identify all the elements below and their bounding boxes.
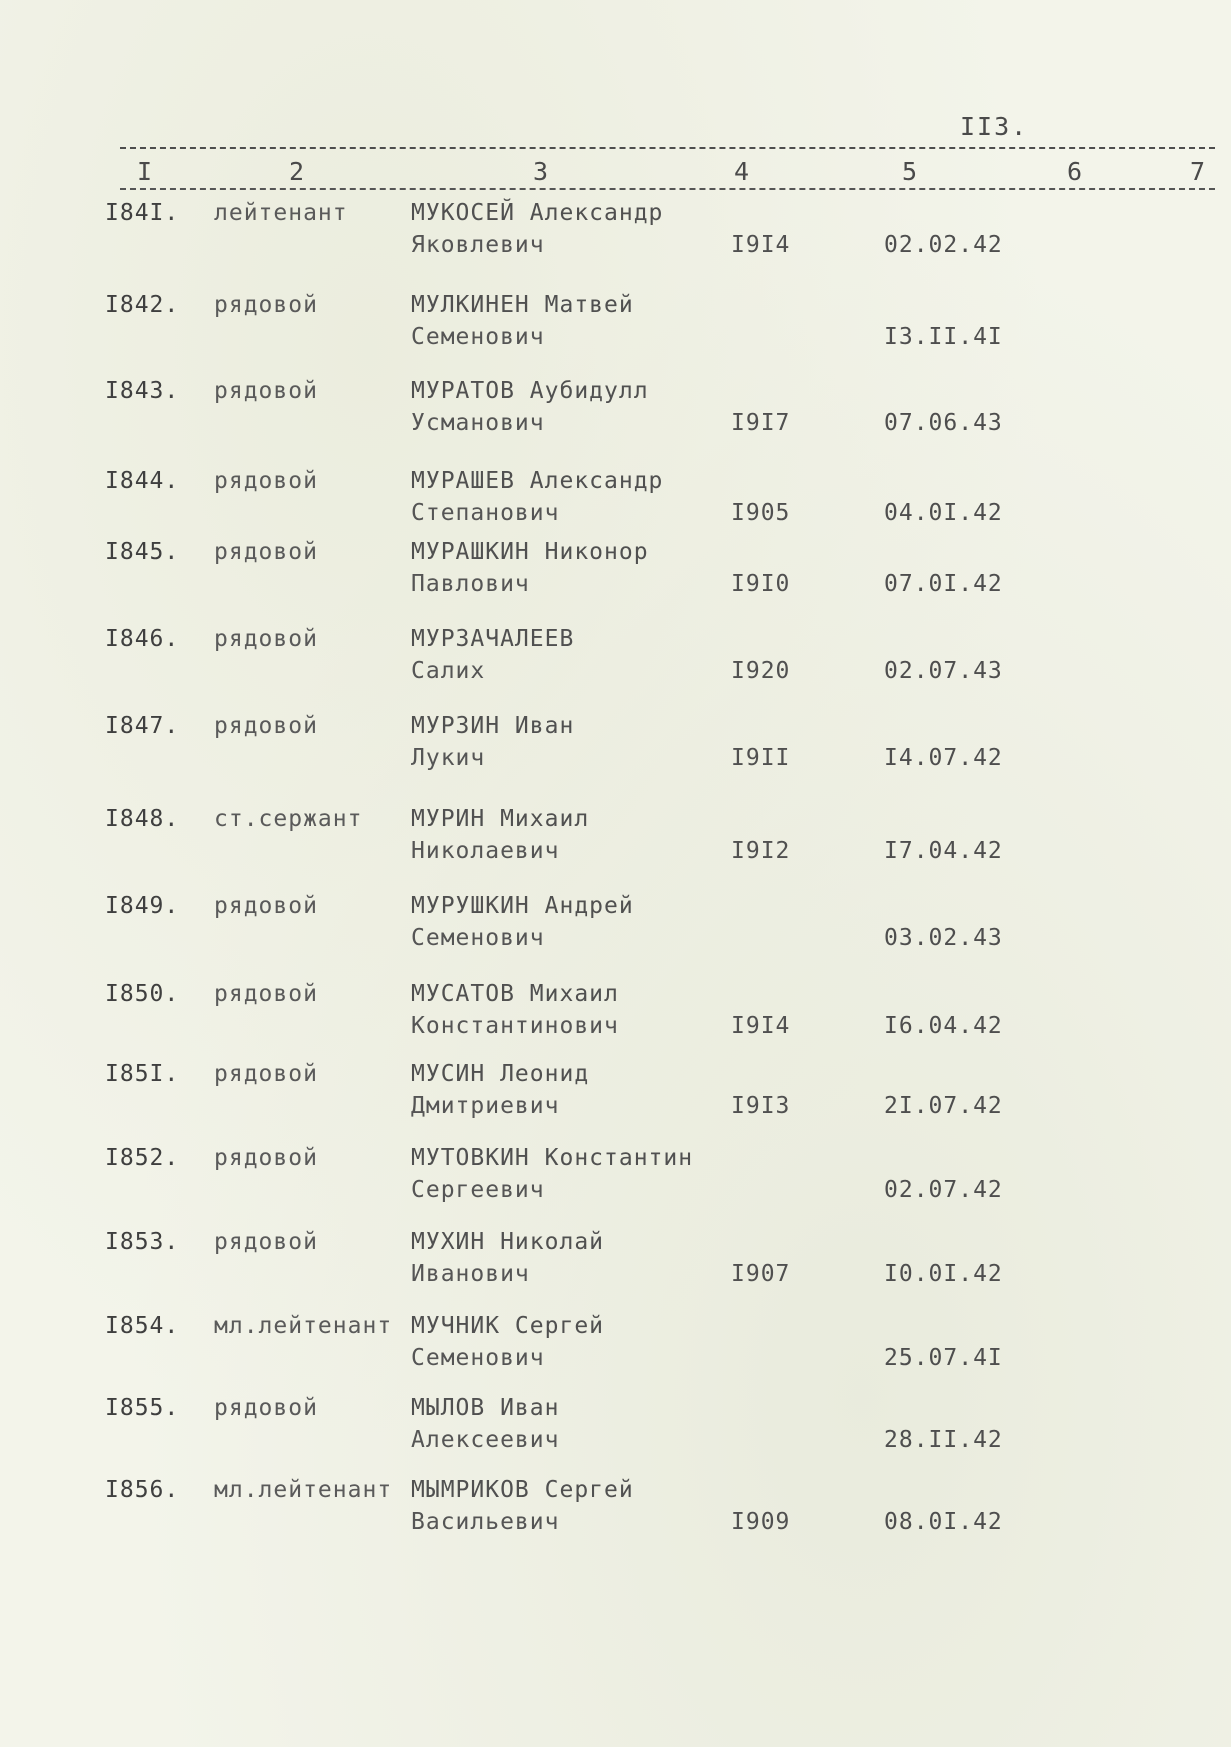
entry-date: 2I.07.42 (884, 1093, 1003, 1119)
entry-birth-year: I907 (731, 1261, 791, 1287)
entry-patronymic: Степанович (411, 500, 560, 526)
entry-rank: ст.сержант (214, 806, 363, 832)
entry-rank: рядовой (214, 1061, 318, 1087)
entry-rank: лейтенант (214, 200, 348, 226)
table-row (0, 806, 1231, 890)
entry-name: МУРАТОВ Аубидулл (411, 378, 649, 404)
entry-patronymic: Семенович (411, 1345, 545, 1371)
entry-name: МУРАШЕВ Александр (411, 468, 664, 494)
column-number-5: 5 (902, 157, 918, 186)
header-rule (120, 147, 1215, 149)
entry-rank: рядовой (214, 468, 318, 494)
entry-date: I6.04.42 (884, 1013, 1003, 1039)
entry-patronymic: Иванович (411, 1261, 530, 1287)
entry-date: I0.0I.42 (884, 1261, 1003, 1287)
entry-date: 02.02.42 (884, 232, 1003, 258)
entry-number: I844. (105, 468, 180, 494)
entry-date: 02.07.42 (884, 1177, 1003, 1203)
column-number-7: 7 (1190, 157, 1206, 186)
entry-name: МУКОСЕЙ Александр (411, 200, 664, 226)
entry-patronymic: Лукич (411, 745, 486, 771)
entry-name: МУТОВКИН Константин (411, 1145, 694, 1171)
entry-patronymic: Алексеевич (411, 1427, 560, 1453)
entry-rank: рядовой (214, 1395, 318, 1421)
table-row (0, 1145, 1231, 1229)
table-row (0, 378, 1231, 462)
entry-birth-year: I909 (731, 1509, 791, 1535)
entry-rank: рядовой (214, 292, 318, 318)
entry-date: 04.0I.42 (884, 500, 1003, 526)
entry-rank: рядовой (214, 1229, 318, 1255)
entry-patronymic: Дмитриевич (411, 1093, 560, 1119)
table-row (0, 1395, 1231, 1479)
entry-patronymic: Семенович (411, 925, 545, 951)
entry-number: I85I. (105, 1061, 180, 1087)
entry-birth-year: I9I3 (731, 1093, 791, 1119)
entry-patronymic: Яковлевич (411, 232, 545, 258)
table-row (0, 292, 1231, 376)
entry-patronymic: Усманович (411, 410, 545, 436)
entry-patronymic: Николаевич (411, 838, 560, 864)
entry-number: I845. (105, 539, 180, 565)
entry-date: I4.07.42 (884, 745, 1003, 771)
table-row (0, 1229, 1231, 1313)
entry-rank: рядовой (214, 378, 318, 404)
column-number-3: 3 (533, 157, 549, 186)
table-row (0, 200, 1231, 284)
column-number-1: I (137, 157, 153, 186)
entry-name: МУРЗИН Иван (411, 713, 575, 739)
entry-number: I852. (105, 1145, 180, 1171)
entry-number: I847. (105, 713, 180, 739)
entry-birth-year: I9I4 (731, 232, 791, 258)
entry-patronymic: Сергеевич (411, 1177, 545, 1203)
entry-date: 08.0I.42 (884, 1509, 1003, 1535)
entry-birth-year: I9I2 (731, 838, 791, 864)
table-row (0, 1477, 1231, 1561)
table-row (0, 713, 1231, 797)
entry-patronymic: Салих (411, 658, 486, 684)
entry-number: I855. (105, 1395, 180, 1421)
entry-patronymic: Васильевич (411, 1509, 560, 1535)
entry-number: I842. (105, 292, 180, 318)
entry-patronymic: Семенович (411, 324, 545, 350)
entry-date: 07.06.43 (884, 410, 1003, 436)
entry-birth-year: I9I7 (731, 410, 791, 436)
entry-date: I3.II.4I (884, 324, 1003, 350)
entry-name: МУЧНИК Сергей (411, 1313, 605, 1339)
entry-patronymic: Павлович (411, 571, 530, 597)
entry-rank: рядовой (214, 626, 318, 652)
entry-rank: рядовой (214, 893, 318, 919)
entry-number: I846. (105, 626, 180, 652)
entry-date: I7.04.42 (884, 838, 1003, 864)
entry-date: 07.0I.42 (884, 571, 1003, 597)
entry-rank: рядовой (214, 539, 318, 565)
entry-patronymic: Константинович (411, 1013, 619, 1039)
page-number: II3. (960, 112, 1029, 141)
column-number-2: 2 (289, 157, 305, 186)
column-number-4: 4 (734, 157, 750, 186)
entry-date: 03.02.43 (884, 925, 1003, 951)
entry-rank: рядовой (214, 1145, 318, 1171)
entry-name: МУРАШКИН Никонор (411, 539, 649, 565)
entry-name: МУХИН Николай (411, 1229, 605, 1255)
entry-number: I848. (105, 806, 180, 832)
entry-birth-year: I9I0 (731, 571, 791, 597)
entry-rank: мл.лейтенант (214, 1477, 393, 1503)
entry-number: I853. (105, 1229, 180, 1255)
entry-date: 25.07.4I (884, 1345, 1003, 1371)
entry-rank: рядовой (214, 981, 318, 1007)
entry-rank: мл.лейтенант (214, 1313, 393, 1339)
entry-name: МУСИН Леонид (411, 1061, 590, 1087)
entry-number: I856. (105, 1477, 180, 1503)
entry-number: I843. (105, 378, 180, 404)
table-row (0, 893, 1231, 977)
entry-number: I849. (105, 893, 180, 919)
entry-number: I854. (105, 1313, 180, 1339)
entry-name: МУРИН Михаил (411, 806, 590, 832)
entry-birth-year: I920 (731, 658, 791, 684)
table-row (0, 539, 1231, 623)
table-row (0, 626, 1231, 710)
column-number-6: 6 (1067, 157, 1083, 186)
entry-name: МУСАТОВ Михаил (411, 981, 619, 1007)
table-row (0, 1313, 1231, 1397)
entry-number: I850. (105, 981, 180, 1007)
entry-date: 28.II.42 (884, 1427, 1003, 1453)
entry-number: I84I. (105, 200, 180, 226)
header-underline (120, 188, 1215, 190)
entry-name: МУРЗАЧАЛЕЕВ (411, 626, 575, 652)
entry-name: МУРУШКИН Андрей (411, 893, 634, 919)
entry-date: 02.07.43 (884, 658, 1003, 684)
table-row (0, 1061, 1231, 1145)
entry-name: МЫЛОВ Иван (411, 1395, 560, 1421)
table-row (0, 981, 1231, 1065)
entry-birth-year: I905 (731, 500, 791, 526)
entry-name: МЫМРИКОВ Сергей (411, 1477, 634, 1503)
entry-birth-year: I9II (731, 745, 791, 771)
entry-birth-year: I9I4 (731, 1013, 791, 1039)
entry-rank: рядовой (214, 713, 318, 739)
entry-name: МУЛКИНЕН Матвей (411, 292, 634, 318)
